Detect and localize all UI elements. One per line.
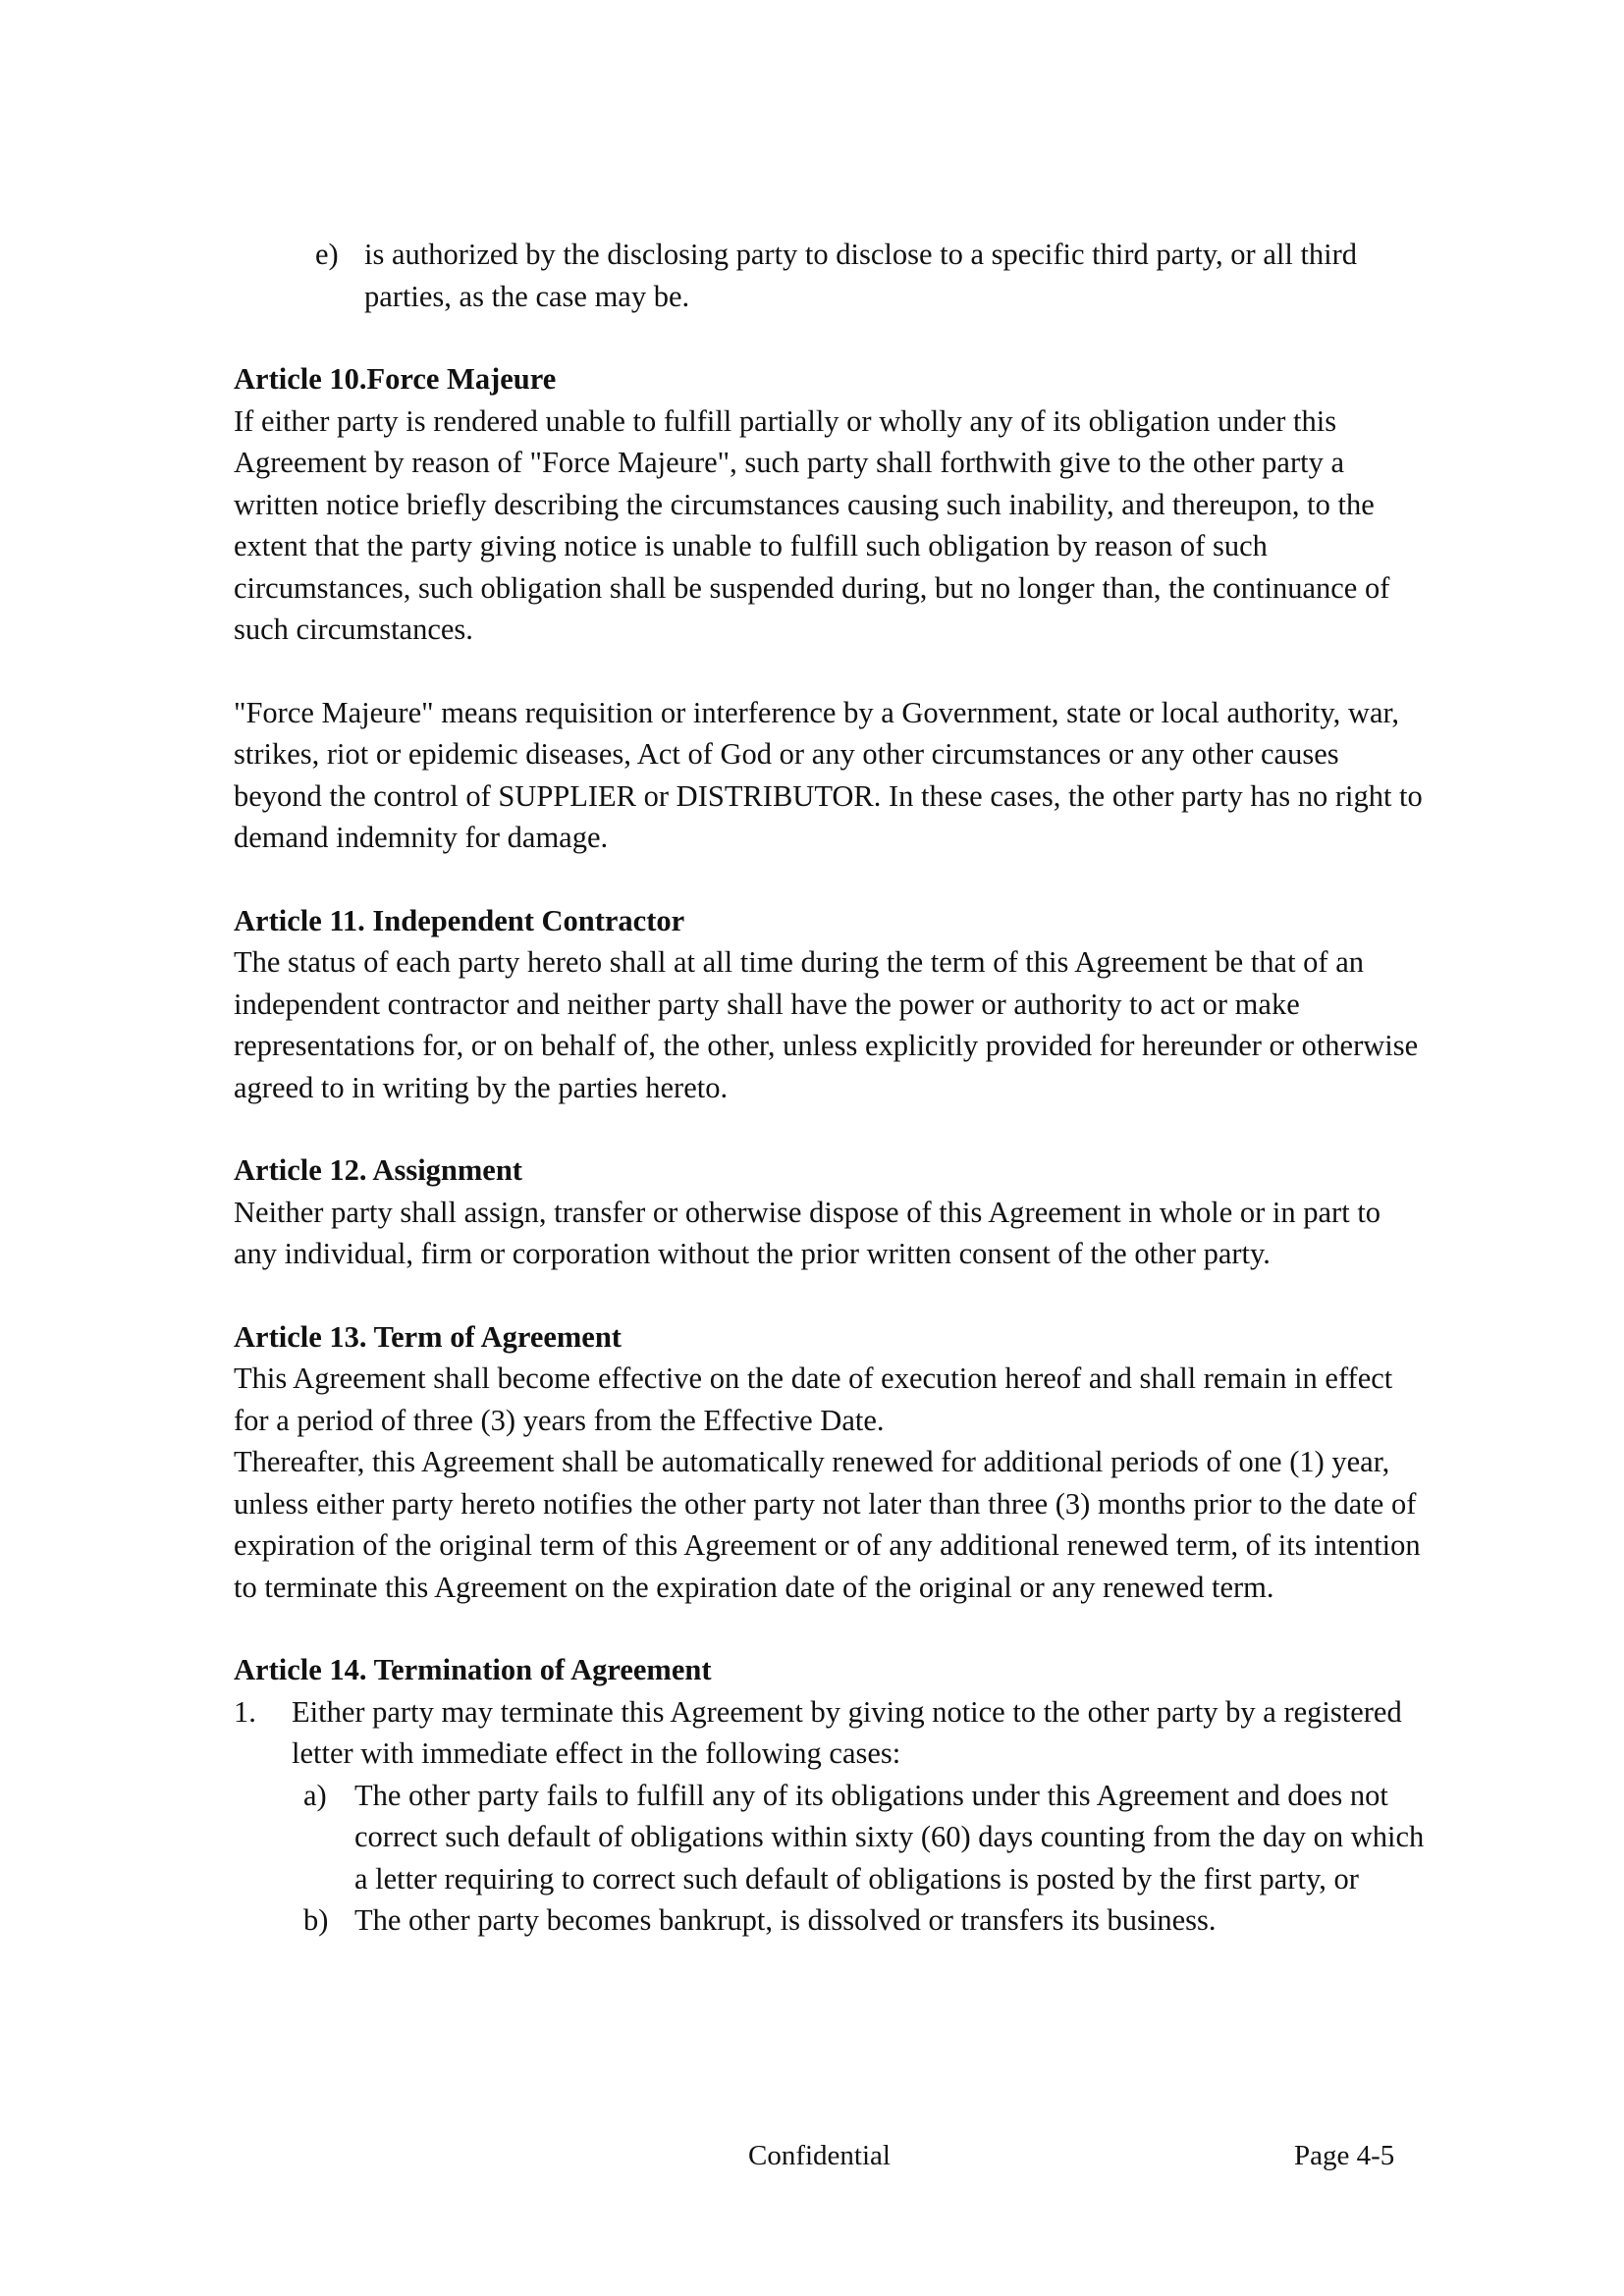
- article-12-heading: Article 12. Assignment: [234, 1153, 522, 1187]
- list-text: Either party may terminate this Agreement by giving notice to the other party by a registered letter with immediate effect in the following cases:: [292, 1694, 1402, 1770]
- article-10-heading: Article 10.Force Majeure: [234, 362, 557, 396]
- article-11-heading: Article 11. Independent Contractor: [234, 903, 685, 937]
- article-12-paragraph: Neither party shall assign, transfer or otherwise dispose of this Agreement in whole or in part to any individual, firm or corporation without the prior written consent of the other party.: [234, 1195, 1381, 1270]
- list-label: 1.: [234, 1694, 256, 1729]
- article-14-heading: Article 14. Termination of Agreement: [234, 1653, 712, 1686]
- list-label: b): [303, 1903, 329, 1937]
- list-label: e): [315, 238, 339, 271]
- article-10-paragraph-2: "Force Majeure" means requisition or interference by a Government, state or local authority, war, strikes, riot or epidemic diseases, Act of God or any other circumstances or any other causes beyond the control of SUPPLIER or DISTRIBUTOR. In these cases, the other party has no right to demand indemnity for damage.: [234, 695, 1423, 854]
- footer-page-number: Page 4-5: [1294, 2140, 1395, 2171]
- article-13-paragraph-2: Thereafter, this Agreement shall be automatically renewed for additional periods of one (1) year, unless either party hereto notifies the other party not later than three (3) months prior to the date of expiration of the original term of this Agreement or of any additional renewed term, of its intention to terminate this Agreement on the expiration date of the original or any renewed term.: [234, 1445, 1421, 1604]
- article-10-paragraph-1: If either party is rendered unable to fulfill partially or wholly any of its obligation under this Agreement by reason of "Force Majeure", such party shall forthwith give to the other party a written notice briefly describing the circumstances causing such inability, and thereupon, to the extent that the party giving notice is unable to fulfill such obligation by reason of such circumstances, such obligation shall be suspended during, but no longer than, the continuance of such circumstances.: [234, 403, 1390, 646]
- article-14-item-1: [234, 1691, 1427, 1775]
- list-text: The other party fails to fulfill any of its obligations under this Agreement and does not correct such default of obligations within sixty (60) days counting from the day on which a letter requiring to correct such default of obligations is posted by the first party, or: [354, 1778, 1425, 1896]
- page-body: [234, 234, 1427, 1942]
- article-11-paragraph: The status of each party hereto shall at all time during the term of this Agreement be that of an independent contractor and neither party shall have the power or authority to act or make representations for, or on behalf of, the other, unless explicitly provided for hereunder or otherwise agreed to in writing by the parties hereto.: [234, 945, 1419, 1104]
- footer-confidential: Confidential: [748, 2140, 891, 2171]
- list-label: a): [303, 1778, 327, 1812]
- list-text: is authorized by the disclosing party to disclose to a specific third party, or all third parties, as the case may be.: [364, 238, 1358, 313]
- article-14-sub-item-a: [303, 1775, 1427, 1900]
- article-14-sub-item-b: [303, 1899, 1427, 1942]
- article-13-heading: Article 13. Term of Agreement: [234, 1319, 622, 1354]
- list-text: The other party becomes bankrupt, is dissolved or transfers its business.: [354, 1903, 1217, 1937]
- article-13-paragraph-1: This Agreement shall become effective on the date of execution hereof and shall remain in effect for a period of three (3) years from the Effective Date.: [234, 1362, 1393, 1437]
- list-item-e: [315, 234, 1427, 317]
